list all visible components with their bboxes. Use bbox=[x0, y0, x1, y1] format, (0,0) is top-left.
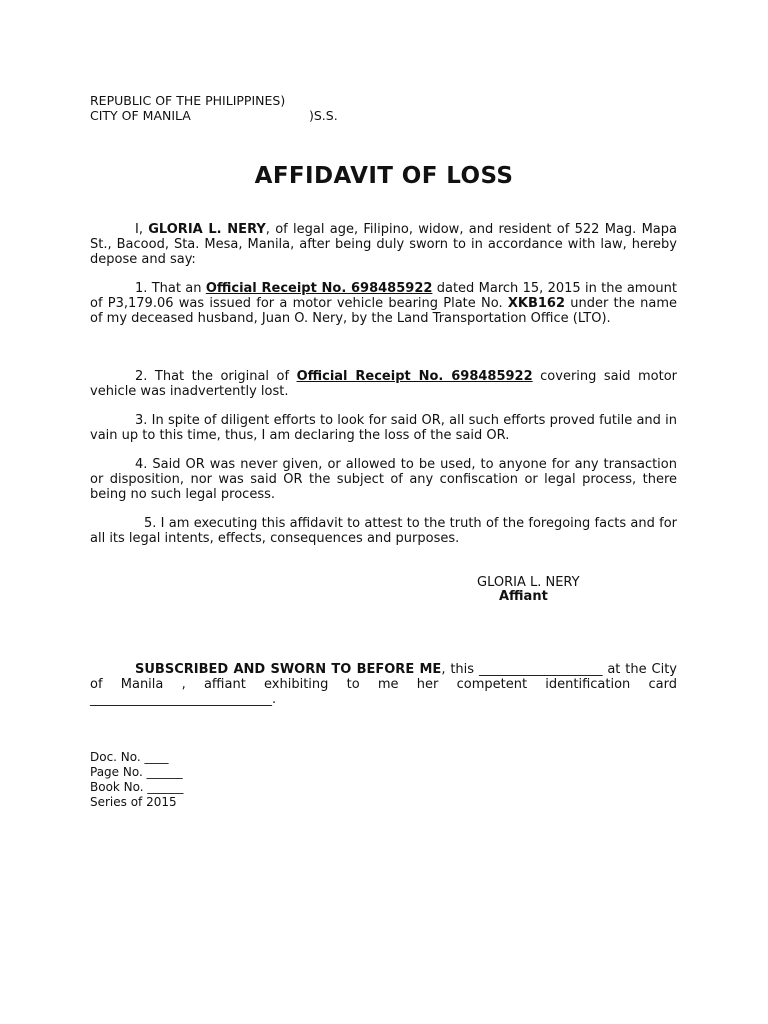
signature-role: Affiant bbox=[499, 589, 548, 604]
paragraph-5: 5. I am executing this affidavit to attest to the truth of the foregoing facts and for all its legal intents, effects, consequences and purposes. bbox=[90, 516, 677, 546]
affiant-name: GLORIA L. NERY bbox=[148, 222, 266, 237]
doc-number: Doc. No. ____ bbox=[90, 750, 169, 764]
venue-city: CITY OF MANILA bbox=[90, 108, 191, 123]
receipt-number: Official Receipt No. 698485922 bbox=[205, 281, 433, 296]
document-title: AFFIDAVIT OF LOSS bbox=[254, 163, 514, 189]
paragraph-4: 4. Said OR was never given, or allowed to be used, to anyone for any transaction or disposition, nor was said OR the subject of any confiscation or legal process, there being no such legal process. bbox=[90, 457, 677, 502]
venue-republic: REPUBLIC OF THE PHILIPPINES) bbox=[90, 93, 286, 108]
book-number: Book No. ______ bbox=[90, 780, 184, 794]
series-year: Series of 2015 bbox=[90, 795, 177, 809]
venue-ss: )S.S. bbox=[309, 108, 338, 123]
paragraph-3: 3. In spite of diligent efforts to look for said OR, all such efforts proved futile and in vain up to this time, thus, I am declaring the loss of the said OR. bbox=[90, 413, 677, 443]
paragraph-1: 1. That an Official Receipt No. 698485922 dated March 15, 2015 in the amount of P3,179.06 was issued for a motor vehicle bearing Plate No. XKB162 under the name of my deceased husband, Juan O. Nery, by the Land Transportation Office (LTO). bbox=[90, 281, 677, 326]
page-number: Page No. ______ bbox=[90, 765, 183, 779]
venue-block bbox=[90, 93, 338, 123]
jurat-lead: SUBSCRIBED AND SWORN TO BEFORE ME bbox=[135, 662, 442, 677]
paragraph-2: 2. That the original of Official Receipt No. 698485922 covering said motor vehicle was inadvertently lost. bbox=[90, 369, 677, 399]
plate-number: XKB162 bbox=[507, 296, 565, 311]
intro-paragraph: I, GLORIA L. NERY, of legal age, Filipino, widow, and resident of 522 Mag. Mapa St., Bacood, Sta. Mesa, Manila, after being duly sworn to in accordance with law, hereby depose and say: bbox=[90, 222, 677, 267]
receipt-number-2: Official Receipt No. 698485922 bbox=[296, 369, 533, 384]
notary-register bbox=[90, 750, 183, 810]
jurat-paragraph: SUBSCRIBED AND SWORN TO BEFORE ME, this ___________________ at the City of Manila , affiant exhibiting to me her competent identification card ____________________________. bbox=[90, 662, 677, 707]
signature-name: GLORIA L. NERY bbox=[477, 575, 580, 590]
